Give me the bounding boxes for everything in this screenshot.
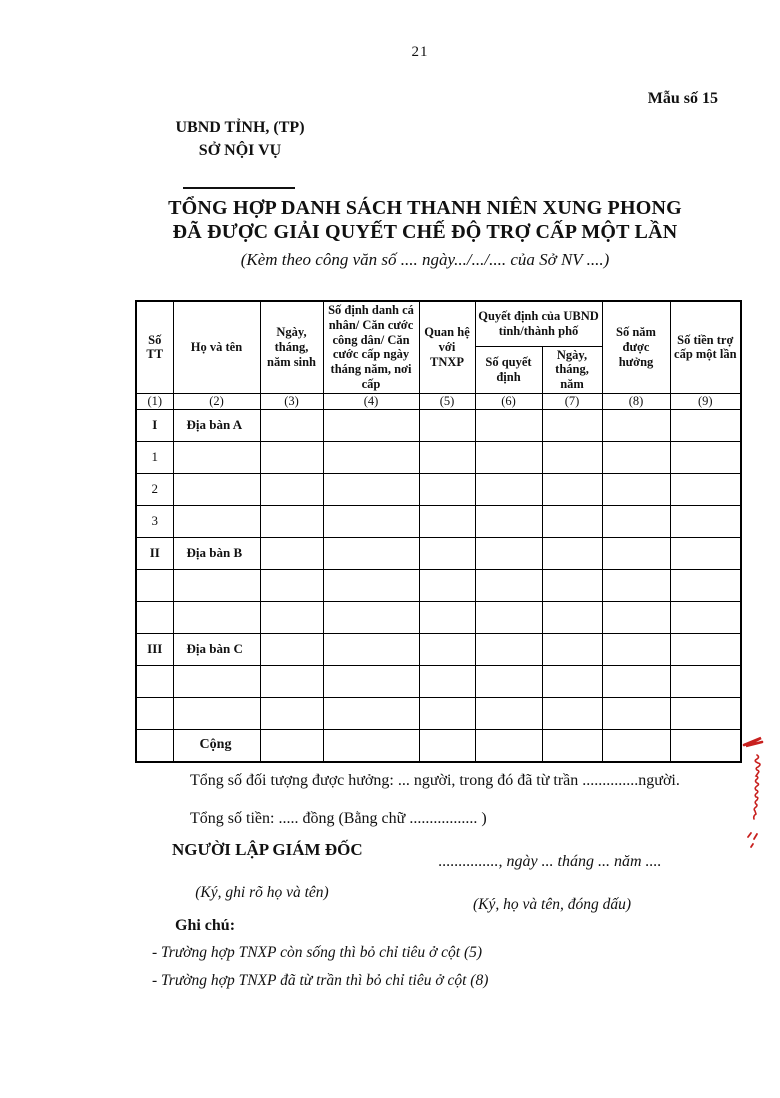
cell-empty bbox=[602, 409, 670, 441]
cell-empty bbox=[475, 505, 542, 537]
table-row bbox=[136, 505, 741, 537]
cell-name bbox=[173, 665, 260, 697]
document-title-block bbox=[70, 196, 780, 270]
cell-empty bbox=[419, 665, 475, 697]
cell-empty bbox=[419, 505, 475, 537]
cell-stt bbox=[136, 729, 173, 762]
cell-stt: 3 bbox=[136, 505, 173, 537]
signature-left-title: NGƯỜI LẬP GIÁM ĐỐC bbox=[172, 840, 363, 859]
column-number: (1) bbox=[136, 393, 173, 409]
cell-empty bbox=[419, 601, 475, 633]
cell-empty bbox=[475, 665, 542, 697]
form-number-label: Mẫu số 15 bbox=[647, 90, 718, 107]
cell-empty bbox=[542, 729, 602, 762]
column-number-row bbox=[136, 393, 741, 409]
col-header-id: Số định danh cá nhân/ Căn cước công dân/ Căn cước cấp ngày tháng năm, nơi cấp bbox=[323, 301, 419, 393]
notes-heading: Ghi chú: bbox=[175, 917, 236, 934]
cell-empty bbox=[670, 409, 741, 441]
table-header-row-1 bbox=[136, 301, 741, 346]
cell-empty bbox=[323, 537, 419, 569]
table-row bbox=[136, 409, 741, 441]
cell-empty bbox=[260, 729, 323, 762]
cell-empty bbox=[260, 601, 323, 633]
cell-empty bbox=[542, 665, 602, 697]
table-row bbox=[136, 633, 741, 665]
org-line-1: UBND TỈNH, (TP) bbox=[175, 119, 305, 136]
cell-stt: II bbox=[136, 537, 173, 569]
cell-empty bbox=[419, 473, 475, 505]
cell-stt: 2 bbox=[136, 473, 173, 505]
col-header-decision-no: Số quyết định bbox=[475, 346, 542, 393]
tnxp-summary-table-wrap bbox=[135, 300, 740, 763]
table-row bbox=[136, 473, 741, 505]
cell-empty bbox=[475, 697, 542, 729]
note-item-2: - Trường hợp TNXP đã từ trần thì bỏ chỉ tiêu ở cột (8) bbox=[152, 972, 489, 989]
cell-empty bbox=[542, 537, 602, 569]
cell-empty bbox=[475, 473, 542, 505]
cell-empty bbox=[475, 537, 542, 569]
cell-empty bbox=[323, 729, 419, 762]
column-number: (9) bbox=[670, 393, 741, 409]
cell-name bbox=[173, 505, 260, 537]
cell-empty bbox=[419, 633, 475, 665]
cell-empty bbox=[670, 441, 741, 473]
cell-empty bbox=[542, 569, 602, 601]
cell-name bbox=[173, 697, 260, 729]
cell-empty bbox=[602, 665, 670, 697]
cell-empty bbox=[260, 633, 323, 665]
cell-empty bbox=[323, 505, 419, 537]
cell-empty bbox=[602, 441, 670, 473]
col-header-amount: Số tiền trợ cấp một lần bbox=[670, 301, 741, 393]
col-header-stt: Số TT bbox=[136, 301, 173, 393]
summary-beneficiaries-line: Tổng số đối tượng được hưởng: ... người, trong đó đã từ trần ..............người. bbox=[190, 772, 680, 789]
cell-stt: I bbox=[136, 409, 173, 441]
cell-empty bbox=[602, 633, 670, 665]
cell-empty bbox=[542, 601, 602, 633]
org-underline-rule bbox=[183, 187, 295, 189]
column-number: (6) bbox=[475, 393, 542, 409]
cell-empty bbox=[602, 601, 670, 633]
cell-empty bbox=[475, 729, 542, 762]
cell-empty bbox=[670, 601, 741, 633]
cell-empty bbox=[419, 697, 475, 729]
cell-empty bbox=[542, 473, 602, 505]
cell-name bbox=[173, 601, 260, 633]
cell-empty bbox=[542, 633, 602, 665]
table-row bbox=[136, 601, 741, 633]
note-item-1: - Trường hợp TNXP còn sống thì bỏ chỉ tiêu ở cột (5) bbox=[152, 944, 483, 961]
cell-empty bbox=[602, 569, 670, 601]
cell-empty bbox=[602, 473, 670, 505]
col-header-years: Số năm được hưởng bbox=[602, 301, 670, 393]
cell-empty bbox=[542, 409, 602, 441]
cell-empty bbox=[260, 441, 323, 473]
cell-empty bbox=[419, 569, 475, 601]
table-row bbox=[136, 665, 741, 697]
table-row bbox=[136, 569, 741, 601]
summary-amount-line: Tổng số tiền: ..... đồng (Bằng chữ ................. ) bbox=[190, 810, 487, 827]
cell-empty bbox=[670, 729, 741, 762]
cell-stt bbox=[136, 665, 173, 697]
cell-name bbox=[173, 441, 260, 473]
cell-empty bbox=[475, 441, 542, 473]
signature-date-line: ..............., ngày ... tháng ... năm .... bbox=[438, 853, 662, 870]
cell-empty bbox=[419, 441, 475, 473]
cell-empty bbox=[670, 665, 741, 697]
table-row bbox=[136, 441, 741, 473]
cell-stt: III bbox=[136, 633, 173, 665]
cell-name: Cộng bbox=[173, 729, 260, 762]
cell-empty bbox=[542, 697, 602, 729]
cell-empty bbox=[260, 665, 323, 697]
table-row bbox=[136, 537, 741, 569]
signature-left-note: (Ký, ghi rõ họ và tên) bbox=[195, 884, 329, 901]
cell-empty bbox=[602, 697, 670, 729]
column-number: (8) bbox=[602, 393, 670, 409]
signature-right-note: (Ký, họ và tên, đóng dấu) bbox=[473, 896, 631, 913]
cell-stt bbox=[136, 697, 173, 729]
cell-empty bbox=[670, 473, 741, 505]
cell-name bbox=[173, 569, 260, 601]
cell-empty bbox=[602, 505, 670, 537]
cell-empty bbox=[419, 729, 475, 762]
document-subtitle: (Kèm theo công văn số .... ngày.../.../.... của Sở NV ....) bbox=[240, 249, 610, 269]
issuing-org-block bbox=[150, 116, 330, 162]
cell-stt bbox=[136, 601, 173, 633]
table-body bbox=[136, 409, 741, 762]
cell-empty bbox=[670, 505, 741, 537]
document-title-line-2: ĐÃ ĐƯỢC GIẢI QUYẾT CHẾ ĐỘ TRỢ CẤP MỘT LẦN bbox=[172, 221, 678, 244]
cell-name: Địa bàn B bbox=[173, 537, 260, 569]
cell-stt bbox=[136, 569, 173, 601]
cell-empty bbox=[323, 409, 419, 441]
col-group-header-decision: Quyết định của UBND tỉnh/thành phố bbox=[475, 301, 602, 346]
cell-empty bbox=[542, 505, 602, 537]
cell-empty bbox=[670, 569, 741, 601]
cell-empty bbox=[602, 537, 670, 569]
cell-empty bbox=[419, 409, 475, 441]
cell-empty bbox=[670, 537, 741, 569]
column-number: (7) bbox=[542, 393, 602, 409]
column-number: (3) bbox=[260, 393, 323, 409]
col-header-dob: Ngày, tháng, năm sinh bbox=[260, 301, 323, 393]
cell-empty bbox=[323, 441, 419, 473]
cell-stt: 1 bbox=[136, 441, 173, 473]
cell-empty bbox=[323, 697, 419, 729]
cell-empty bbox=[475, 569, 542, 601]
cell-empty bbox=[260, 409, 323, 441]
cell-empty bbox=[670, 633, 741, 665]
cell-name: Địa bàn C bbox=[173, 633, 260, 665]
cell-empty bbox=[475, 409, 542, 441]
cell-empty bbox=[260, 473, 323, 505]
col-header-relation: Quan hệ với TNXP bbox=[419, 301, 475, 393]
cell-empty bbox=[323, 633, 419, 665]
column-number: (4) bbox=[323, 393, 419, 409]
column-number: (5) bbox=[419, 393, 475, 409]
table-row bbox=[136, 697, 741, 729]
document-title-line-1: TỔNG HỢP DANH SÁCH THANH NIÊN XUNG PHONG bbox=[168, 197, 682, 219]
cell-empty bbox=[323, 665, 419, 697]
column-number: (2) bbox=[173, 393, 260, 409]
org-line-2: SỞ NỘI VỤ bbox=[198, 142, 282, 160]
cell-empty bbox=[542, 441, 602, 473]
cell-empty bbox=[260, 569, 323, 601]
page-number: 21 bbox=[411, 44, 429, 60]
cell-empty bbox=[260, 697, 323, 729]
table-row bbox=[136, 729, 741, 762]
cell-empty bbox=[260, 537, 323, 569]
cell-empty bbox=[323, 601, 419, 633]
table-header bbox=[136, 301, 741, 409]
cell-empty bbox=[475, 633, 542, 665]
cell-empty bbox=[323, 473, 419, 505]
cell-empty bbox=[419, 537, 475, 569]
cell-name bbox=[173, 473, 260, 505]
cell-empty bbox=[260, 505, 323, 537]
col-header-decision-date: Ngày, tháng, năm bbox=[542, 346, 602, 393]
col-header-name: Họ và tên bbox=[173, 301, 260, 393]
cell-empty bbox=[323, 569, 419, 601]
cell-empty bbox=[670, 697, 741, 729]
cell-empty bbox=[602, 729, 670, 762]
red-margin-scribble-icon bbox=[740, 735, 768, 853]
cell-empty bbox=[475, 601, 542, 633]
cell-name: Địa bàn A bbox=[173, 409, 260, 441]
tnxp-summary-table bbox=[135, 300, 742, 763]
